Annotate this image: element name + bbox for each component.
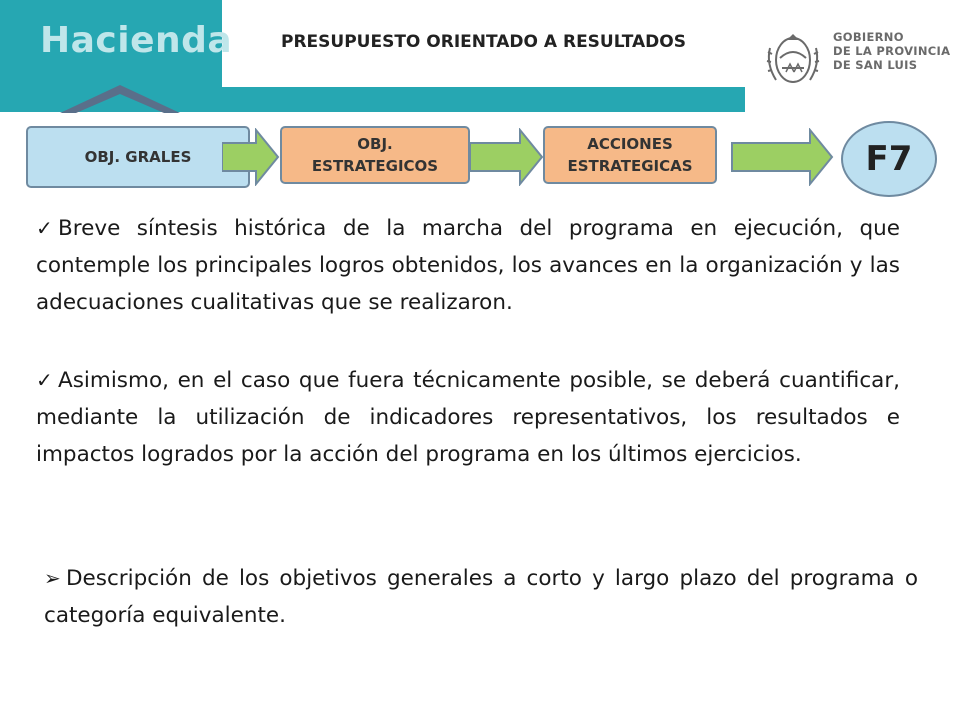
obj-estrategicos-label: OBJ. ESTRATEGICOS bbox=[311, 135, 439, 175]
arrow-right-icon bbox=[222, 128, 280, 186]
obj-grales-box bbox=[26, 126, 250, 188]
paragraph-objectives bbox=[44, 560, 918, 634]
obj-estrategicos-box bbox=[280, 126, 470, 184]
acciones-estrategicas-box bbox=[543, 126, 717, 184]
paragraph-indicators bbox=[36, 362, 900, 473]
paragraph-summary bbox=[36, 210, 900, 321]
page-title: PRESUPUESTO ORIENTADO A RESULTADOS bbox=[280, 32, 686, 52]
arrow-bullet-icon: ➢ bbox=[44, 566, 61, 590]
header bbox=[0, 0, 960, 112]
paragraph-indicators-text: Asimismo, en el caso que fuera técnicamente posible, se deberá cuantificar, mediante la utilización de indicadores representativos, los resultados e impactos logrados por la acción del programa en los últimos ejercicios. bbox=[36, 368, 900, 467]
checkmark-bullet-icon: ✓ bbox=[36, 216, 53, 240]
government-line-3: DE SAN LUIS bbox=[833, 58, 918, 72]
government-line-1: GOBIERNO bbox=[833, 30, 904, 44]
paragraph-summary-text: Breve síntesis histórica de la marcha del programa en ejecución, que contemple los principales logros obtenidos, los avances en la organización y las adecuaciones cualitativas que se realizaron. bbox=[36, 216, 900, 315]
government-name bbox=[833, 30, 950, 72]
government-line-2: DE LA PROVINCIA bbox=[833, 44, 951, 58]
paragraph-objectives-text: Descripción de los objetivos generales a corto y largo plazo del programa o categoría equivalente. bbox=[44, 566, 918, 628]
arrow-right-icon bbox=[470, 128, 544, 186]
hacienda-logo: Hacienda bbox=[40, 20, 233, 61]
acciones-estrategicas-label: ACCIONES ESTRATEGICAS bbox=[567, 135, 693, 175]
coat-of-arms-icon bbox=[764, 28, 822, 90]
obj-grales-label: OBJ. GRALES bbox=[84, 148, 192, 166]
f7-badge bbox=[841, 121, 937, 197]
arrow-right-icon bbox=[730, 128, 834, 186]
checkmark-bullet-icon: ✓ bbox=[36, 368, 53, 392]
f7-label: F7 bbox=[865, 139, 913, 179]
house-roof-icon bbox=[60, 85, 180, 113]
